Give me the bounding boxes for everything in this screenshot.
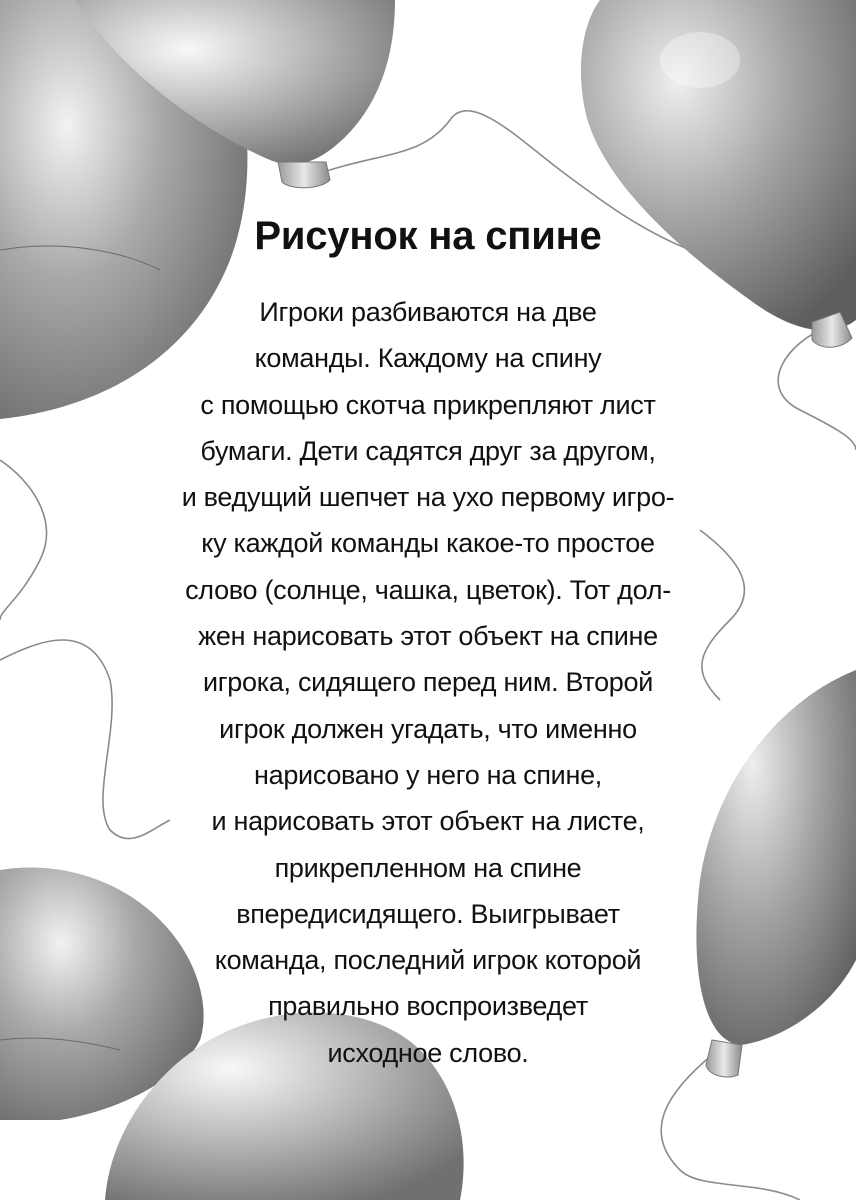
paragraph-line: и ведущий шепчет на ухо первому игро- (181, 482, 675, 513)
paragraph-line: впередисидящего. Выигрывает (236, 898, 620, 929)
paragraph-line: жен нарисовать этот объект на спине (198, 621, 658, 652)
paragraph-line: с помощью скотча прикрепляют лист (200, 389, 656, 420)
paragraph-line: команды. Каждому на спину (254, 343, 602, 374)
paragraph-line: игрока, сидящего перед ним. Второй (202, 667, 654, 698)
rules-paragraph (60, 289, 796, 1076)
paragraph-line: игрок должен угадать, что именно (219, 713, 637, 744)
paragraph-line: правильно воспроизведет (268, 991, 588, 1022)
paragraph-line: команда, последний игрок которой (214, 945, 642, 976)
paragraph-line: исходное слово. (327, 1037, 529, 1068)
paragraph-line: слово (солнце, чашка, цветок). Тот дол- (185, 574, 671, 605)
paragraph-line: прикрепленном на спине (274, 852, 582, 883)
page-title: Рисунок на спине (254, 214, 602, 258)
paragraph-line: бумаги. Дети садятся друг за другом, (200, 435, 656, 466)
paragraph-line: ку каждой команды какое-то простое (201, 528, 655, 559)
paragraph-line: и нарисовать этот объект на листе, (211, 806, 645, 837)
paragraph-line: нарисовано у него на спине, (254, 759, 602, 790)
paragraph-line: Игроки разбиваются на две (259, 297, 597, 327)
